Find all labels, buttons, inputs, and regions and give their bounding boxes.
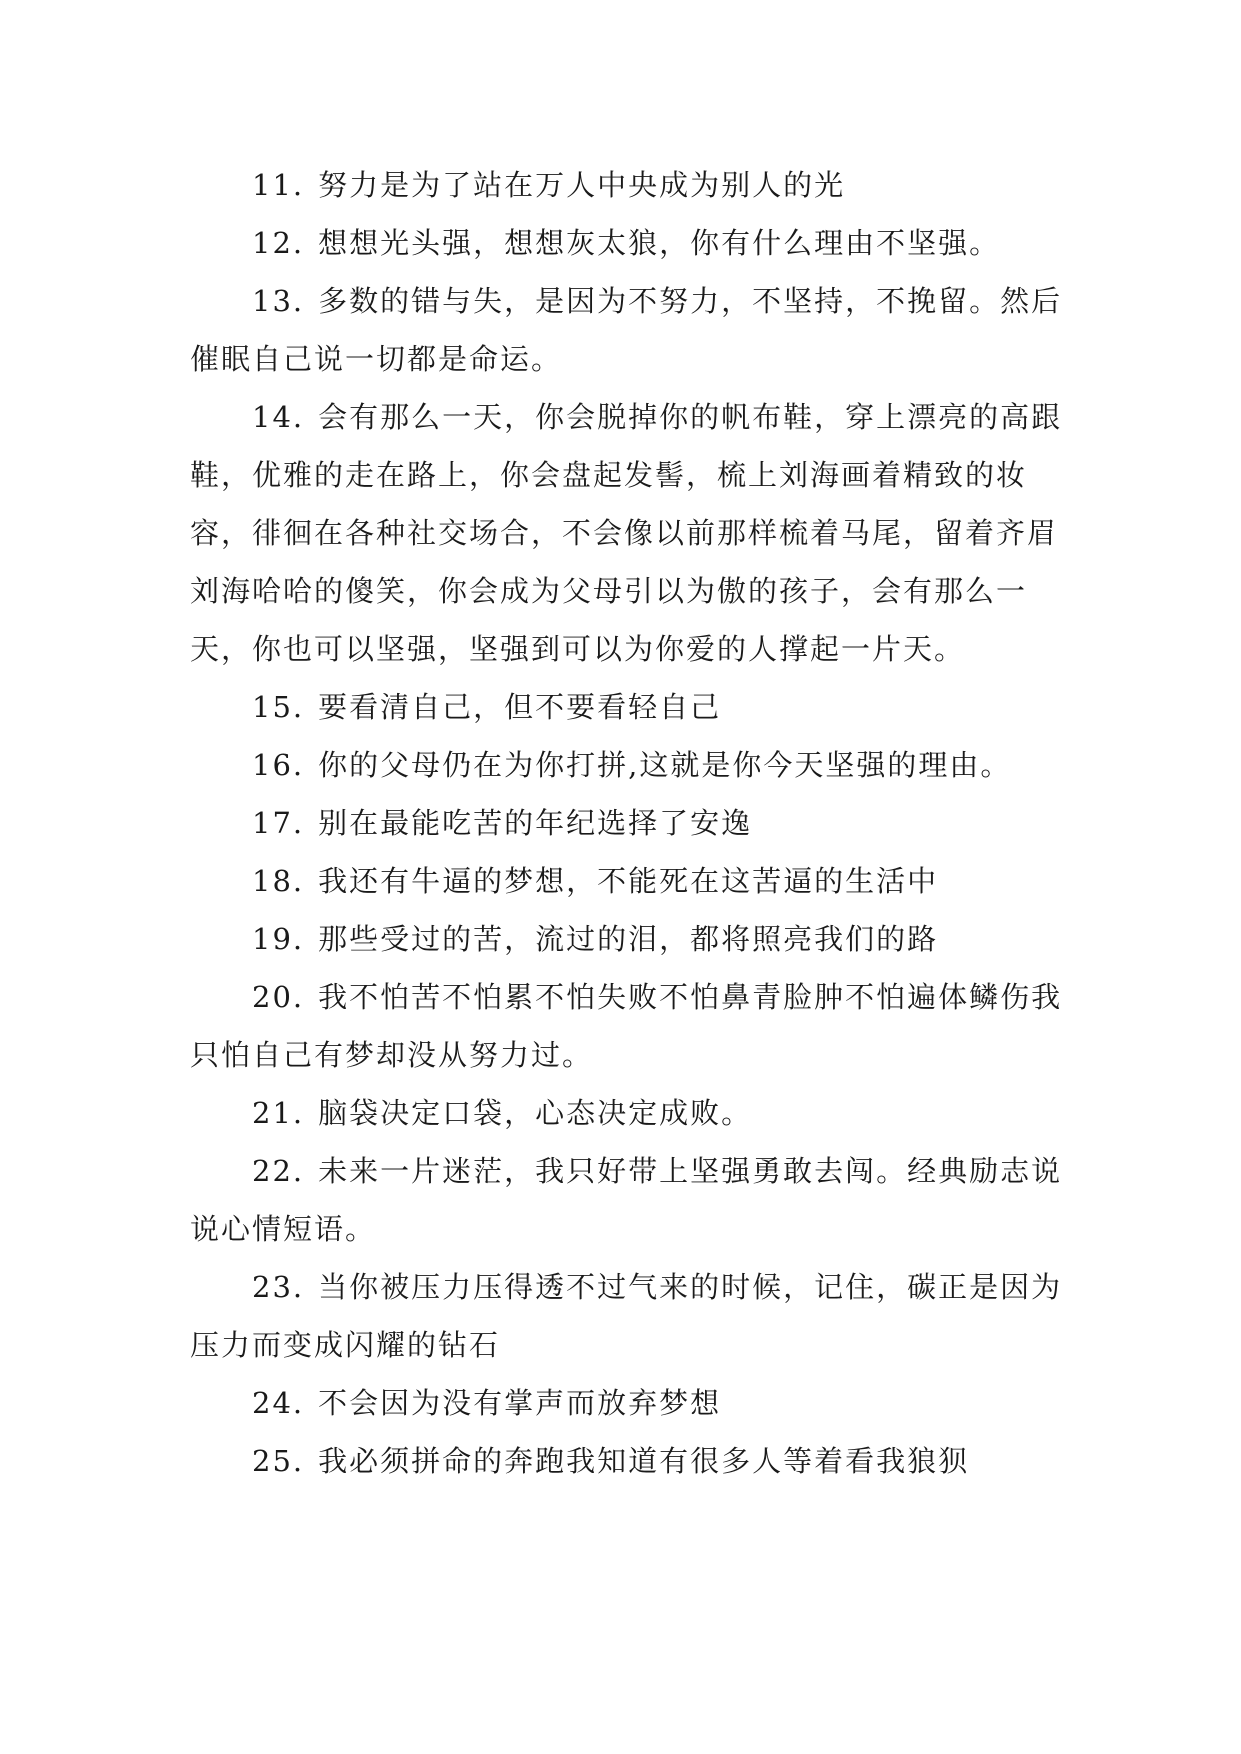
list-item [190, 388, 1070, 678]
item-text: 想想光头强，想想灰太狼，你有什么理由不坚强。 [318, 226, 1001, 260]
item-number: 24. [252, 1386, 305, 1420]
item-text: 当你被压力压得透不过气来的时候，记住，碳正是因为压力而变成闪耀的钻石 [190, 1270, 1063, 1362]
list-item [190, 1374, 1070, 1432]
list-item [190, 156, 1070, 214]
list-item [190, 1142, 1070, 1258]
item-text: 会有那么一天，你会脱掉你的帆布鞋，穿上漂亮的高跟鞋，优雅的走在路上，你会盘起发髻，梳上刘海画着精致的妆容，徘徊在各种社交场合，不会像以前那样梳着马尾，留着齐眉刘海哈哈的傻笑，你会成为父母引以为傲的孩子，会有那么一天，你也可以坚强，坚强到可以为你爱的人撑起一片天。 [190, 400, 1063, 666]
item-text: 你的父母仍在为你打拼,这就是你今天坚强的理由。 [318, 748, 1012, 782]
list-item [190, 1084, 1070, 1142]
item-text: 我还有牛逼的梦想，不能死在这苦逼的生活中 [318, 864, 939, 898]
list-item [190, 1258, 1070, 1374]
item-text: 多数的错与失，是因为不努力，不坚持，不挽留。然后催眠自己说一切都是命运。 [190, 284, 1063, 376]
item-number: 19. [252, 922, 305, 956]
item-number: 12. [252, 226, 305, 260]
item-text: 我必须拼命的奔跑我知道有很多人等着看我狼狈 [318, 1444, 970, 1478]
item-number: 23. [252, 1270, 305, 1304]
item-number: 25. [252, 1444, 305, 1478]
list-item [190, 272, 1070, 388]
item-number: 15. [252, 690, 305, 724]
item-text: 努力是为了站在万人中央成为别人的光 [318, 168, 846, 202]
item-number: 16. [252, 748, 305, 782]
item-number: 17. [252, 806, 305, 840]
item-text: 未来一片迷茫，我只好带上坚强勇敢去闯。经典励志说说心情短语。 [190, 1154, 1063, 1246]
item-text: 要看清自己，但不要看轻自己 [318, 690, 722, 724]
quote-list [190, 156, 1070, 1490]
item-number: 21. [252, 1096, 305, 1130]
item-text: 别在最能吃苦的年纪选择了安逸 [318, 806, 753, 840]
item-number: 18. [252, 864, 305, 898]
item-number: 13. [252, 284, 305, 318]
item-text: 我不怕苦不怕累不怕失败不怕鼻青脸肿不怕遍体鳞伤我只怕自己有梦却没从努力过。 [190, 980, 1063, 1072]
item-text: 那些受过的苦，流过的泪，都将照亮我们的路 [318, 922, 939, 956]
item-number: 14. [252, 400, 305, 434]
list-item [190, 1432, 1070, 1490]
item-text: 不会因为没有掌声而放弃梦想 [318, 1386, 722, 1420]
item-number: 20. [252, 980, 305, 1014]
list-item [190, 968, 1070, 1084]
item-number: 11. [252, 168, 305, 202]
list-item [190, 214, 1070, 272]
list-item [190, 794, 1070, 852]
item-number: 22. [252, 1154, 305, 1188]
list-item [190, 678, 1070, 736]
list-item [190, 910, 1070, 968]
list-item [190, 736, 1070, 794]
list-item [190, 852, 1070, 910]
item-text: 脑袋决定口袋，心态决定成败。 [318, 1096, 753, 1130]
